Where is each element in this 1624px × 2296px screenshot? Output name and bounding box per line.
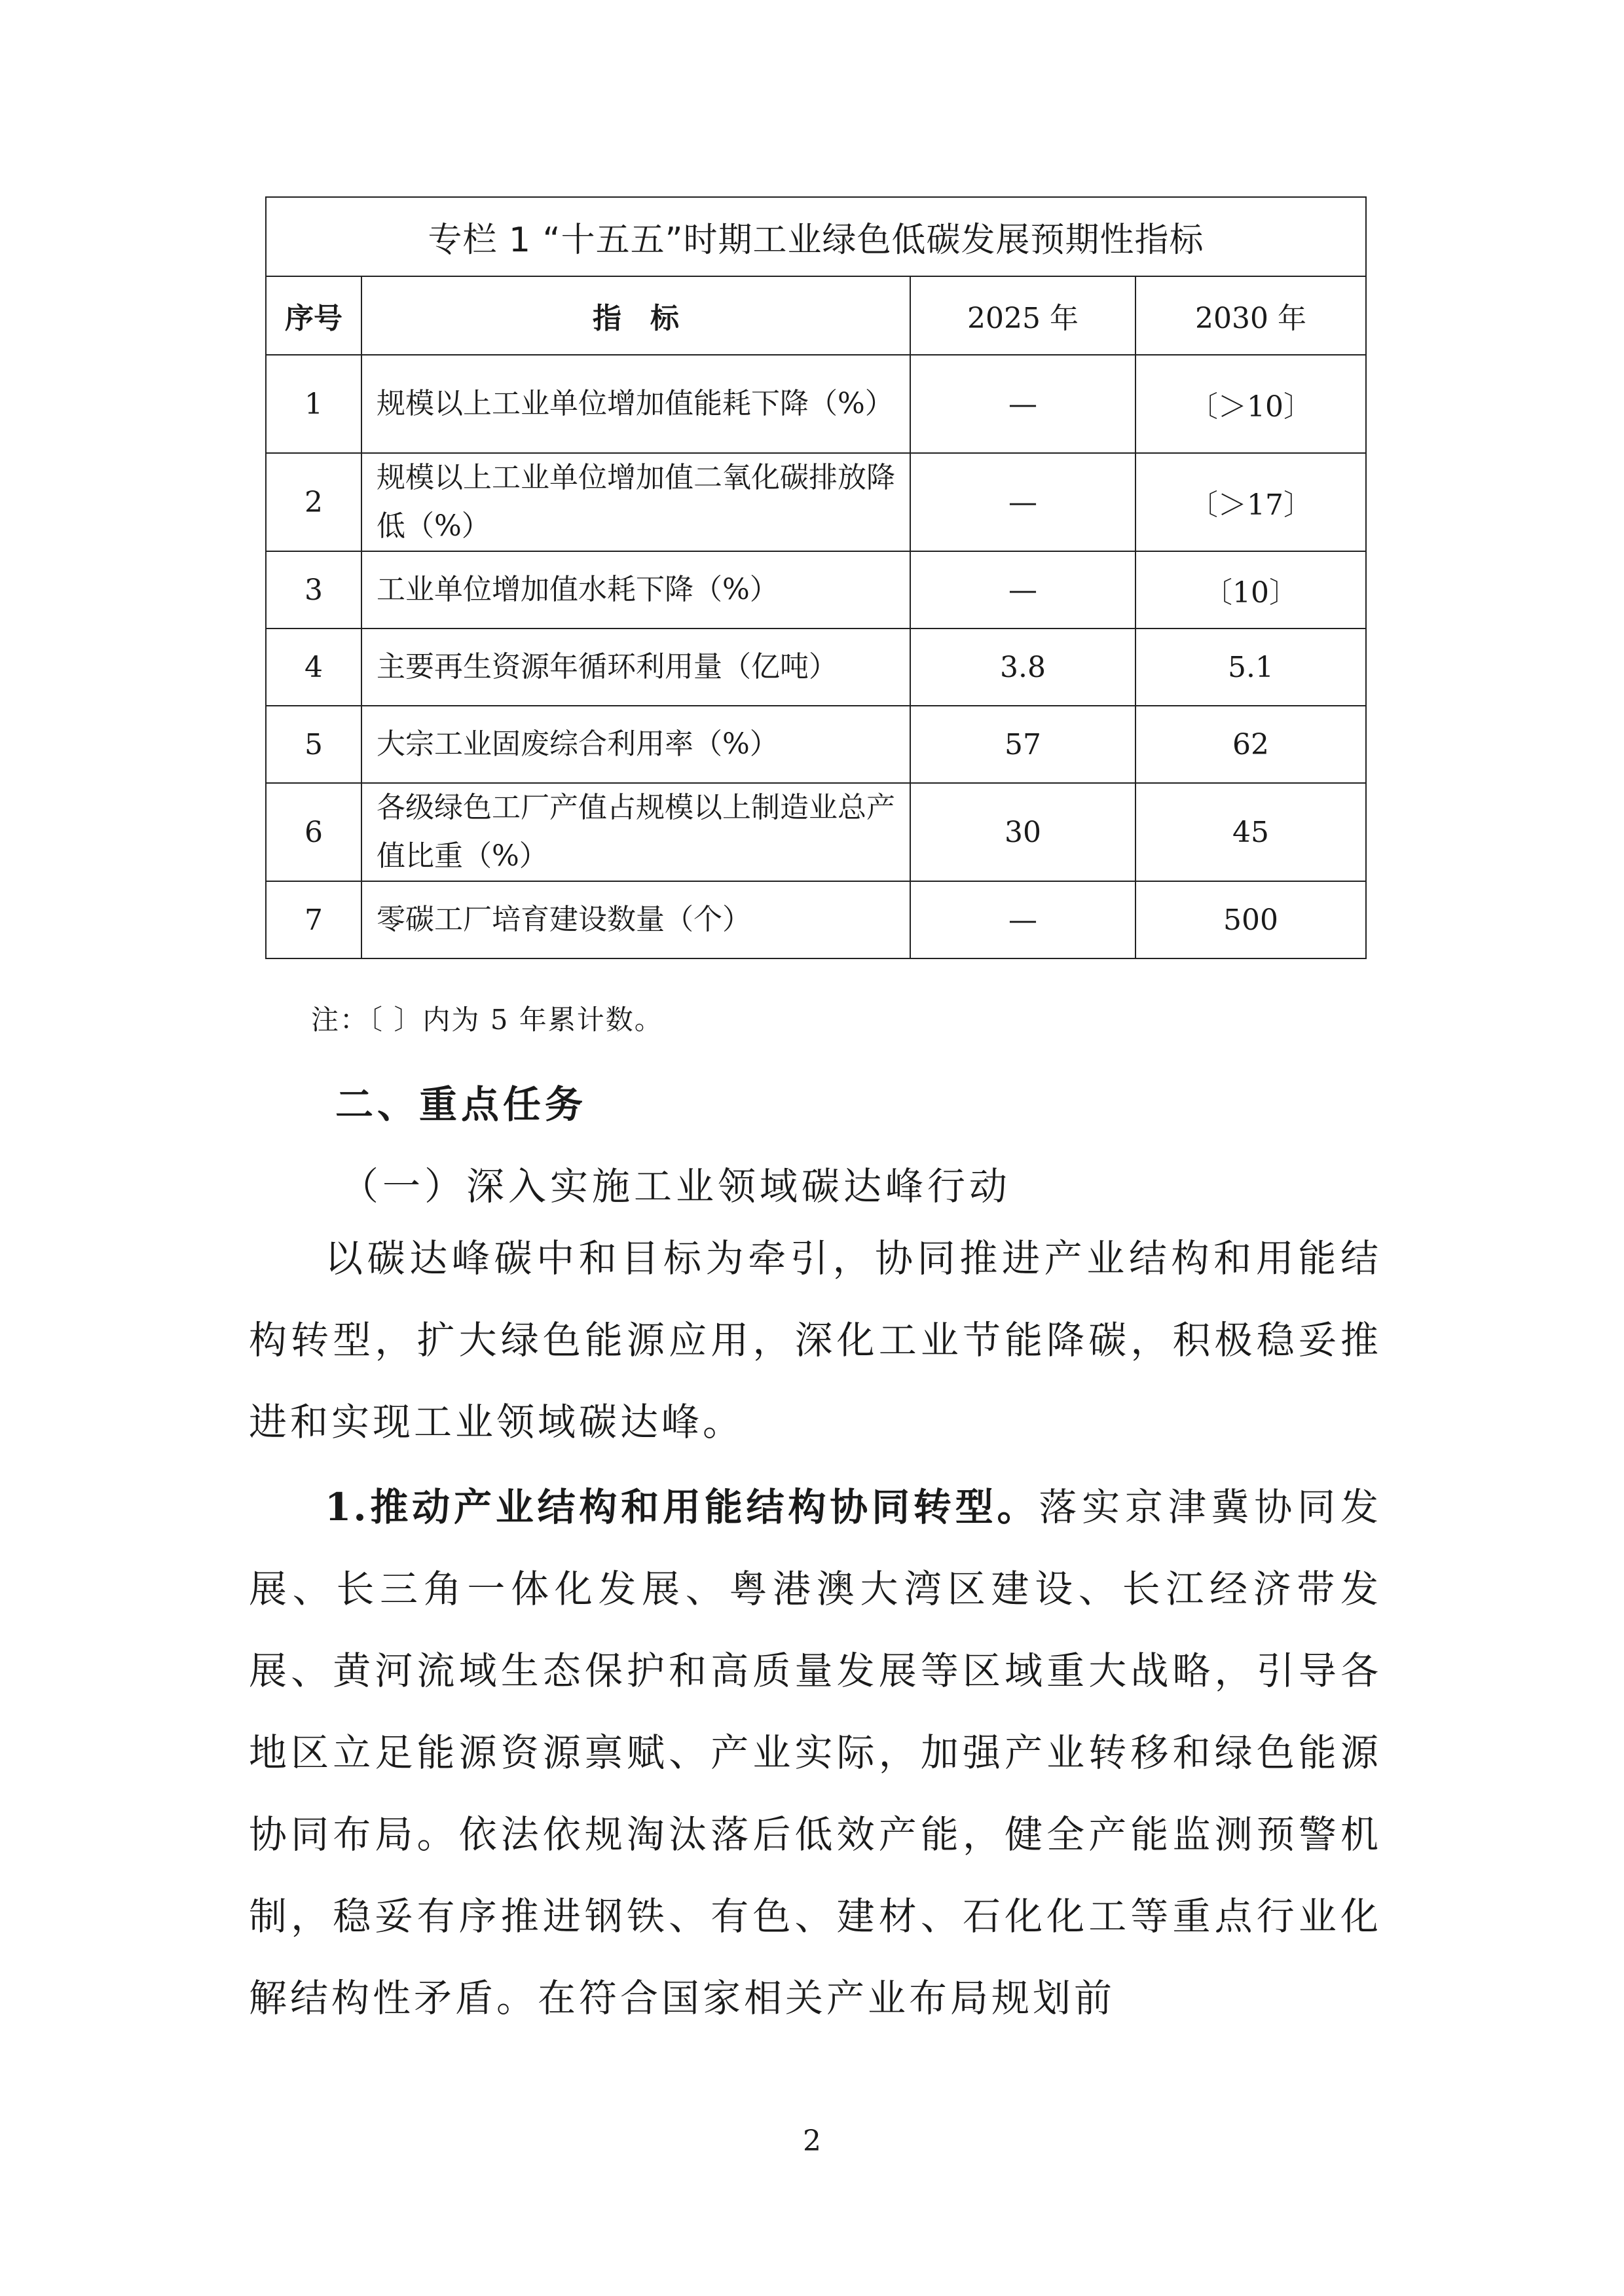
row-indicator: 规模以上工业单位增加值能耗下降（%） <box>361 355 910 453</box>
row-value-2030: 62 <box>1135 706 1366 783</box>
row-value-2030: 500 <box>1135 881 1366 958</box>
row-index: 5 <box>266 706 361 783</box>
row-indicator: 零碳工厂培育建设数量（个） <box>361 881 910 958</box>
row-value-2025: 3.8 <box>910 629 1135 706</box>
row-value-2025: — <box>910 881 1135 958</box>
body-paragraph-task-1 <box>249 1467 1382 2039</box>
indicator-table <box>265 196 1367 959</box>
header-indicator: 指 标 <box>361 276 910 355</box>
task-lead: 1.推动产业结构和用能结构协同转型。 <box>325 1485 1039 1529</box>
header-index: 序号 <box>266 276 361 355</box>
row-value-2030: 5.1 <box>1135 629 1366 706</box>
row-value-2030: 〔＞10〕 <box>1135 355 1366 453</box>
row-value-2025: 30 <box>910 783 1135 881</box>
row-index: 7 <box>266 881 361 958</box>
row-value-2025: — <box>910 355 1135 453</box>
table-row <box>266 706 1366 783</box>
row-value-2030: 45 <box>1135 783 1366 881</box>
table-row <box>266 453 1366 551</box>
table-header-row <box>266 276 1366 355</box>
page-number: 2 <box>803 2124 821 2158</box>
row-index: 3 <box>266 551 361 629</box>
subsection-heading: （一）深入实施工业领域碳达峰行动 <box>341 1164 1012 1209</box>
header-2025: 2025 年 <box>910 276 1135 355</box>
body-paragraph: 以碳达峰碳中和目标为牵引，协同推进产业结构和用能结构转型，扩大绿色能源应用，深化工业节能降碳，积极稳妥推进和实现工业领域碳达峰。 <box>249 1236 1382 1444</box>
table-caption: 专栏 1 “十五五”时期工业绿色低碳发展预期性指标 <box>266 197 1366 276</box>
row-indicator: 工业单位增加值水耗下降（%） <box>361 551 910 629</box>
row-index: 4 <box>266 629 361 706</box>
task-body: 落实京津冀协同发展、长三角一体化发展、粤港澳大湾区建设、长江经济带发展、黄河流域生态保护和高质量发展等区域重大战略，引导各地区立足能源资源禀赋、产业实际，加强产业转移和绿色能源协同布局。依法依规淘汰落后低效产能，健全产能监测预警机制，稳妥有序推进钢铁、有色、建材、石化化工等重点行业化解结构性矛盾。在符合国家相关产业布局规划前 <box>249 1485 1382 2020</box>
row-value-2025: 57 <box>910 706 1135 783</box>
row-value-2030: 〔10〕 <box>1135 551 1366 629</box>
row-index: 2 <box>266 453 361 551</box>
row-indicator: 主要再生资源年循环利用量（亿吨） <box>361 629 910 706</box>
row-index: 1 <box>266 355 361 453</box>
section-heading: 二、重点任务 <box>335 1082 587 1127</box>
row-indicator: 各级绿色工厂产值占规模以上制造业总产值比重（%） <box>361 783 910 881</box>
table-row <box>266 355 1366 453</box>
row-indicator: 规模以上工业单位增加值二氧化碳排放降低（%） <box>361 453 910 551</box>
row-value-2030: 〔＞17〕 <box>1135 453 1366 551</box>
row-index: 6 <box>266 783 361 881</box>
table-note: 注：〔 〕内为 5 年累计数。 <box>311 1004 663 1036</box>
header-2030: 2030 年 <box>1135 276 1366 355</box>
table-row <box>266 783 1366 881</box>
row-value-2025: — <box>910 551 1135 629</box>
table-row <box>266 551 1366 629</box>
table-row <box>266 881 1366 958</box>
table-row <box>266 629 1366 706</box>
row-indicator: 大宗工业固废综合利用率（%） <box>361 706 910 783</box>
row-value-2025: — <box>910 453 1135 551</box>
